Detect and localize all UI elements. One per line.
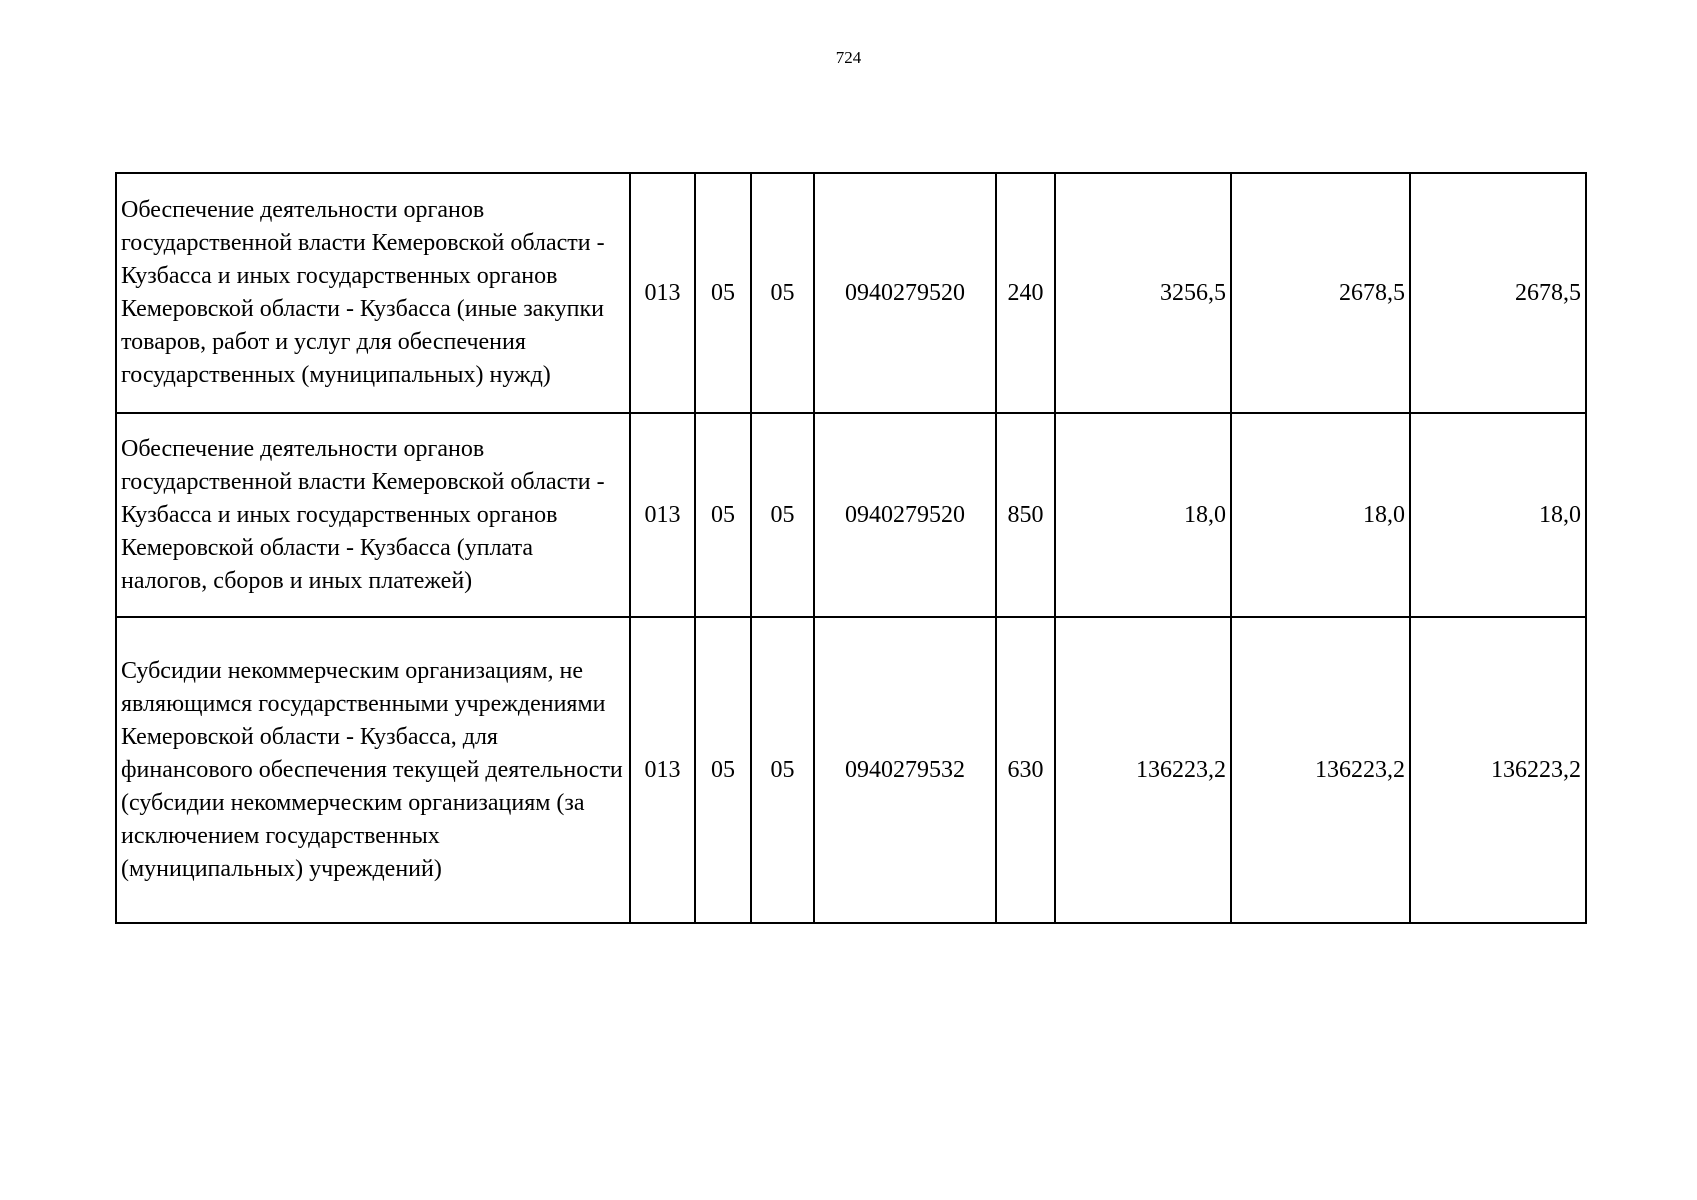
amount-year-1: 3256,5 bbox=[1055, 173, 1231, 413]
amount-year-3: 18,0 bbox=[1410, 413, 1586, 617]
amount-year-1: 18,0 bbox=[1055, 413, 1231, 617]
ministry-code: 013 bbox=[630, 413, 695, 617]
section-code: 05 bbox=[695, 413, 751, 617]
subsection-code: 05 bbox=[751, 173, 814, 413]
amount-year-2: 136223,2 bbox=[1231, 617, 1410, 923]
subsection-code: 05 bbox=[751, 413, 814, 617]
amount-year-2: 18,0 bbox=[1231, 413, 1410, 617]
page-number: 724 bbox=[835, 48, 862, 67]
expense-type-code: 850 bbox=[996, 413, 1055, 617]
budget-table bbox=[115, 172, 1587, 924]
ministry-code: 013 bbox=[630, 173, 695, 413]
expense-description: Обеспечение деятельности органов государственной власти Кемеровской области - Кузбасса и иных государственных органов Кемеровской области - Кузбасса (иные закупки товаров, работ и услуг для обеспечения государственных (муниципальных) нужд) bbox=[116, 173, 630, 413]
amount-year-3: 136223,2 bbox=[1410, 617, 1586, 923]
target-article-code: 0940279532 bbox=[814, 617, 996, 923]
section-code: 05 bbox=[695, 173, 751, 413]
table-row bbox=[116, 413, 1586, 617]
amount-year-3: 2678,5 bbox=[1410, 173, 1586, 413]
section-code: 05 bbox=[695, 617, 751, 923]
ministry-code: 013 bbox=[630, 617, 695, 923]
expense-type-code: 240 bbox=[996, 173, 1055, 413]
expense-type-code: 630 bbox=[996, 617, 1055, 923]
target-article-code: 0940279520 bbox=[814, 173, 996, 413]
table-row bbox=[116, 173, 1586, 413]
table-row bbox=[116, 617, 1586, 923]
subsection-code: 05 bbox=[751, 617, 814, 923]
target-article-code: 0940279520 bbox=[814, 413, 996, 617]
amount-year-1: 136223,2 bbox=[1055, 617, 1231, 923]
expense-description: Субсидии некоммерческим организациям, не являющимся государственными учреждениями Кемеровской области - Кузбасса, для финансового обеспечения текущей деятельности (субсидии некоммерческим организациям (за исключением государственных (муниципальных) учреждений) bbox=[116, 617, 630, 923]
amount-year-2: 2678,5 bbox=[1231, 173, 1410, 413]
expense-description: Обеспечение деятельности органов государственной власти Кемеровской области - Кузбасса и иных государственных органов Кемеровской области - Кузбасса (уплата налогов, сборов и иных платежей) bbox=[116, 413, 630, 617]
